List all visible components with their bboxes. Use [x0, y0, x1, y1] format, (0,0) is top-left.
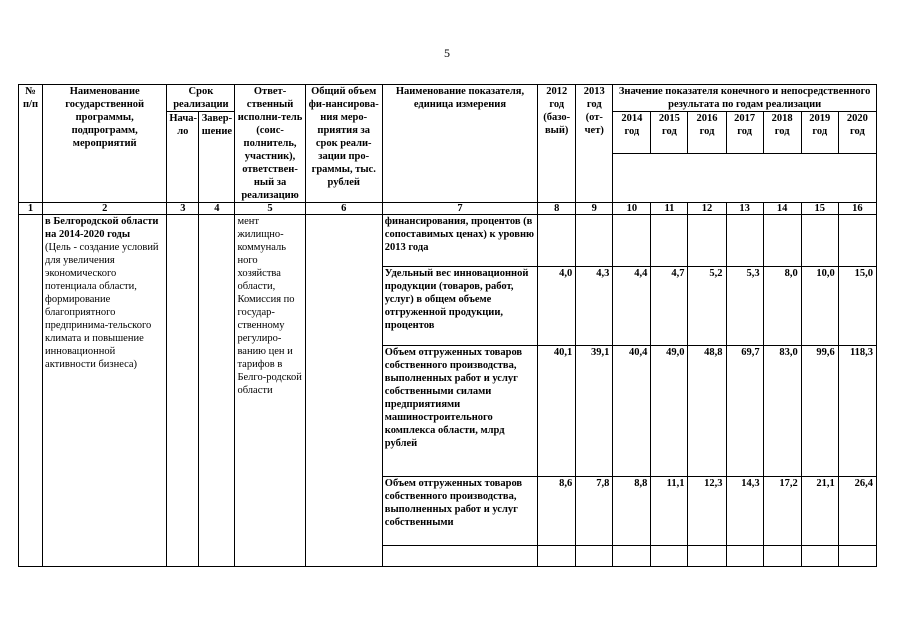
program-goal: (Цель - создание условий для увеличения экономического потенциала области, формирование благоприятного предпринима-тельского климата и повышение инновационной активности бизнеса)	[45, 242, 159, 370]
value-cell: 5,3	[726, 267, 763, 346]
header-col-financing: Общий объем фи-нансирова-ния меро-приятия за срок реали-зации про-граммы, тыс. рублей	[305, 85, 382, 203]
value-cell: 4,3	[576, 267, 613, 346]
value-cell: 49,0	[651, 346, 688, 477]
column-number: 7	[382, 203, 537, 215]
start-cell	[167, 215, 199, 567]
value-cell	[688, 215, 726, 267]
table-row	[19, 215, 877, 267]
header-row-1	[19, 85, 877, 112]
value-cell	[801, 215, 838, 267]
column-number: 6	[305, 203, 382, 215]
header-years-group: Значение показателя конечного и непосредственного результата по годам реализации	[613, 85, 877, 112]
value-cell: 69,7	[726, 346, 763, 477]
header-srok-start: Нача-ло	[167, 112, 199, 203]
column-number: 5	[235, 203, 305, 215]
responsible-cell: мент жилищно-коммуналь ного хозяйства области, Комиссия по государ-ственному регулиро-ванию цен и тарифов в Белго-родской области	[235, 215, 305, 567]
column-number: 9	[576, 203, 613, 215]
value-cell: 26,4	[838, 477, 876, 546]
value-cell: 40,4	[613, 346, 651, 477]
value-cell: 99,6	[801, 346, 838, 477]
indicator-cell: финансирования, процентов (в сопоставимых ценах) к уровню 2013 года	[382, 215, 537, 267]
value-cell: 4,7	[651, 267, 688, 346]
value-cell: 118,3	[838, 346, 876, 477]
empty-cell	[801, 546, 838, 567]
column-number: 15	[801, 203, 838, 215]
header-col-number: № п/п	[19, 85, 43, 203]
row-number-cell	[19, 215, 43, 567]
value-cell: 48,8	[688, 346, 726, 477]
empty-cell	[726, 546, 763, 567]
empty-cell	[763, 546, 801, 567]
page-number: 5	[444, 46, 450, 60]
value-cell: 17,2	[763, 477, 801, 546]
column-number: 2	[43, 203, 167, 215]
header-col-2012: 2012 год (базо-вый)	[538, 85, 576, 203]
empty-cell	[576, 546, 613, 567]
header-srok: Срок реализации	[167, 85, 235, 112]
column-number: 11	[651, 203, 688, 215]
indicator-cell: Объем отгруженных товаров собственного производства, выполненных работ и услуг собственными силами предприятиями машиностроительного комплекса области, млрд рублей	[382, 346, 537, 477]
header-years-filler	[613, 154, 877, 203]
value-cell: 83,0	[763, 346, 801, 477]
header-year: 2014 год	[613, 112, 651, 154]
financing-cell	[305, 215, 382, 567]
column-number: 4	[199, 203, 235, 215]
header-year: 2016 год	[688, 112, 726, 154]
indicators-table	[18, 84, 877, 567]
indicator-cell: Удельный вес инновационной продукции (товаров, работ, услуг) в общем объеме отгруженной продукции, процентов	[382, 267, 537, 346]
value-cell: 21,1	[801, 477, 838, 546]
value-cell	[613, 215, 651, 267]
column-number: 1	[19, 203, 43, 215]
value-cell	[651, 215, 688, 267]
value-cell: 10,0	[801, 267, 838, 346]
empty-cell	[651, 546, 688, 567]
header-year: 2020 год	[838, 112, 876, 154]
value-cell: 8,8	[613, 477, 651, 546]
program-cell	[43, 215, 167, 567]
column-number: 16	[838, 203, 876, 215]
value-cell	[726, 215, 763, 267]
column-number-row	[19, 203, 877, 215]
column-number: 14	[763, 203, 801, 215]
column-number: 12	[688, 203, 726, 215]
value-cell	[763, 215, 801, 267]
column-number: 13	[726, 203, 763, 215]
value-cell: 5,2	[688, 267, 726, 346]
value-cell	[838, 215, 876, 267]
header-year: 2018 год	[763, 112, 801, 154]
value-cell: 4,4	[613, 267, 651, 346]
empty-cell	[382, 546, 537, 567]
value-cell: 4,0	[538, 267, 576, 346]
program-title: в Белгородской области на 2014-2020 годы	[45, 216, 159, 240]
value-cell: 8,6	[538, 477, 576, 546]
end-cell	[199, 215, 235, 567]
empty-cell	[613, 546, 651, 567]
value-cell: 11,1	[651, 477, 688, 546]
value-cell	[538, 215, 576, 267]
header-col-program: Наименование государственной программы, подпрограмм, мероприятий	[43, 85, 167, 203]
value-cell: 7,8	[576, 477, 613, 546]
empty-cell	[688, 546, 726, 567]
value-cell: 12,3	[688, 477, 726, 546]
column-number: 8	[538, 203, 576, 215]
header-srok-end: Завер-шение	[199, 112, 235, 203]
value-cell: 15,0	[838, 267, 876, 346]
indicator-cell: Объем отгруженных товаров собственного производства, выполненных работ и услуг собственными	[382, 477, 537, 546]
header-year: 2015 год	[651, 112, 688, 154]
empty-cell	[838, 546, 876, 567]
header-col-2013: 2013 год (от-чет)	[576, 85, 613, 203]
header-year: 2019 год	[801, 112, 838, 154]
value-cell: 40,1	[538, 346, 576, 477]
value-cell: 39,1	[576, 346, 613, 477]
value-cell	[576, 215, 613, 267]
header-col-indicator: Наименование показателя, единица измерения	[382, 85, 537, 203]
value-cell: 8,0	[763, 267, 801, 346]
column-number: 3	[167, 203, 199, 215]
header-col-responsible: Ответ-ственный исполни-тель (соис-полнитель, участник), ответствен-ный за реализацию	[235, 85, 305, 203]
value-cell: 14,3	[726, 477, 763, 546]
column-number: 10	[613, 203, 651, 215]
empty-cell	[538, 546, 576, 567]
header-year: 2017 год	[726, 112, 763, 154]
